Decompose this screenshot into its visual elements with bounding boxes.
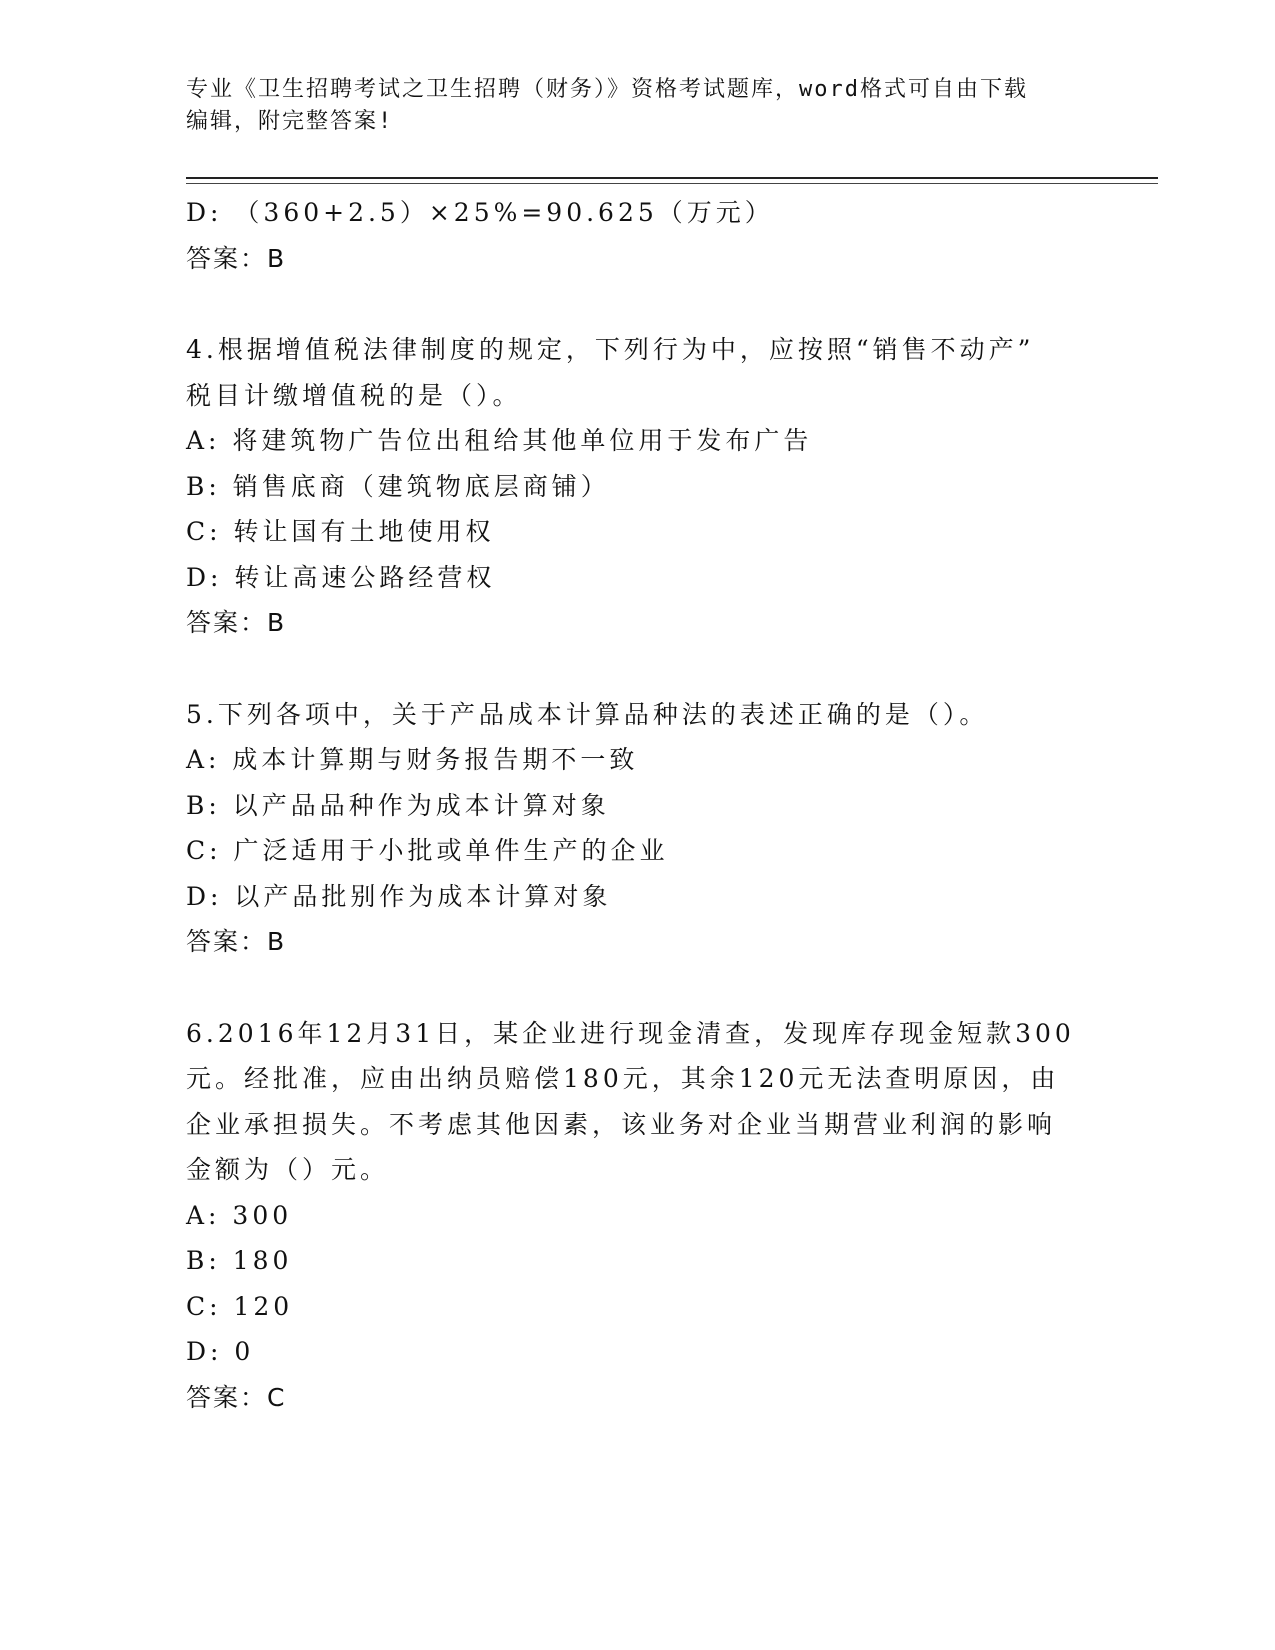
option-c: C: 120: [186, 1291, 294, 1321]
option-a: A: 将建筑物广告位出租给其他单位用于发布广告: [186, 426, 813, 455]
spacer: [186, 965, 1086, 1011]
option-a: A: 300: [186, 1200, 293, 1230]
question-5: [186, 692, 1086, 965]
option-c: C: 广泛适用于小批或单件生产的企业: [186, 836, 669, 865]
document-header: [186, 74, 1086, 138]
header-divider-thin: [186, 183, 1158, 184]
option-d: D: 以产品批别作为成本计算对象: [186, 881, 612, 911]
answer: 答案：B: [186, 608, 287, 637]
question-stem-line: 5.下列各项中，关于产品成本计算品种法的表述正确的是（）。: [186, 699, 989, 729]
header-line-1: 专业《卫生招聘考试之卫生招聘（财务）》资格考试题库，word格式可自由下载: [186, 77, 1028, 102]
option-c: C: 转让国有土地使用权: [186, 517, 495, 546]
option-b: B: 以产品品种作为成本计算对象: [186, 790, 610, 820]
question-stem-line: 税目计缴增值税的是（）。: [186, 380, 522, 410]
option-b: B: 销售底商（建筑物底层商铺）: [186, 471, 610, 501]
spacer: [186, 281, 1086, 327]
header-line-2: 编辑，附完整答案!: [186, 109, 394, 134]
option-b: B: 180: [186, 1246, 293, 1275]
question-4: [186, 327, 1086, 646]
option-d: D: 0: [186, 1337, 255, 1366]
spacer: [186, 646, 1086, 692]
question-stem-line: 4.根据增值税法律制度的规定，下列行为中，应按照“销售不动产”: [186, 335, 1035, 364]
question-stem-line: 元。经批准，应由出纳员赔偿180元，其余120元无法查明原因，由: [186, 1064, 1060, 1093]
option-d: D: 转让高速公路经营权: [186, 562, 496, 592]
answer: 答案：B: [186, 927, 287, 956]
carryover-answer: 答案：B: [186, 243, 287, 273]
answer: 答案：C: [186, 1382, 287, 1412]
question-content: [186, 190, 1086, 1420]
header-divider-thick: [186, 177, 1158, 179]
option-a: A: 成本计算期与财务报告期不一致: [186, 745, 639, 774]
question-6: [186, 1011, 1086, 1421]
question-stem-line: 企业承担损失。不考虑其他因素，该业务对企业当期营业利润的影响: [186, 1109, 1057, 1139]
carryover-option-d: D: （360+2.5）×25%=90.625（万元）: [186, 198, 774, 227]
question-stem-line: 金额为（）元。: [186, 1155, 390, 1184]
question-stem-line: 6.2016年12月31日，某企业进行现金清查，发现库存现金短款300: [186, 1018, 1075, 1048]
